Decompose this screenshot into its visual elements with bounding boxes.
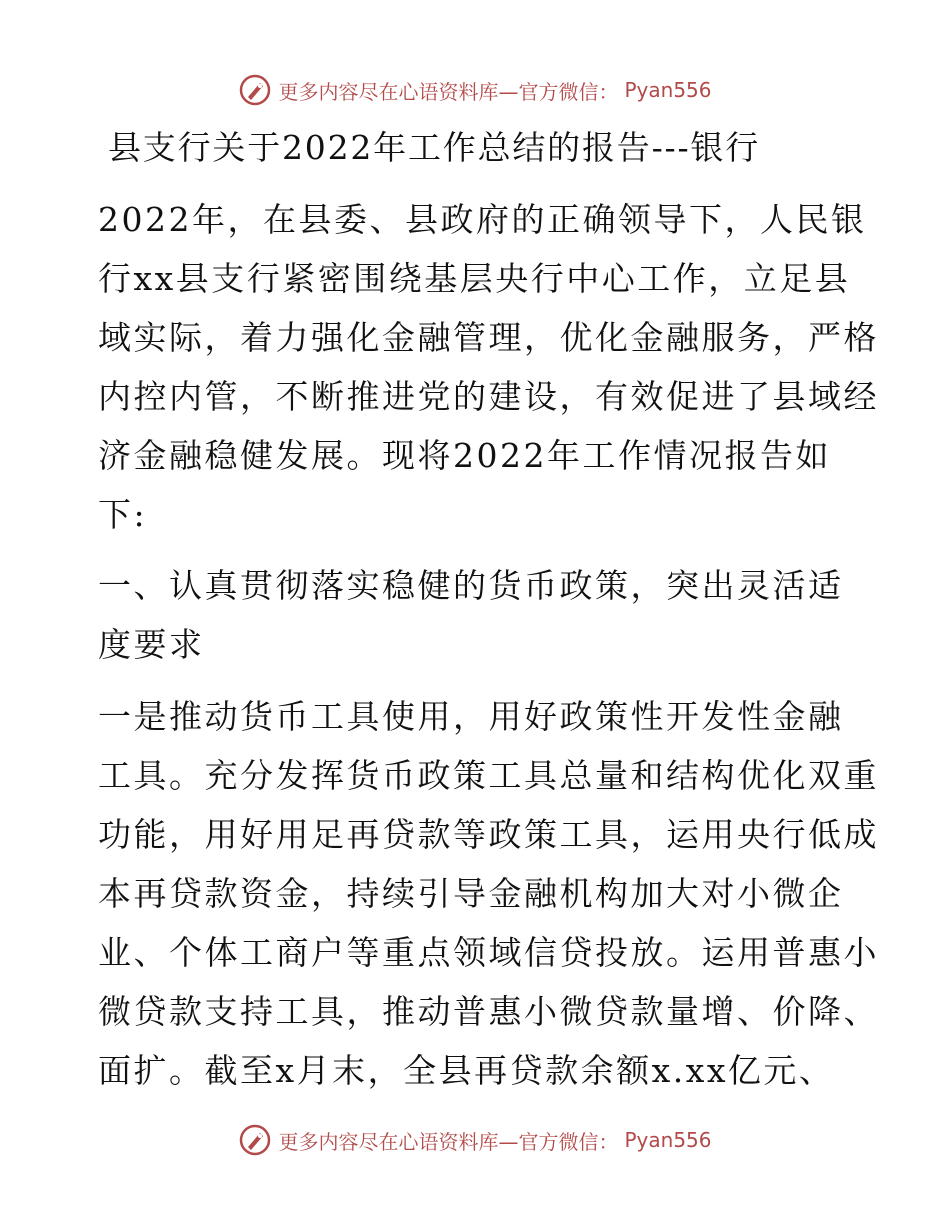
body-line: 功能，用好用足再贷款等政策工具，运用央行低成 <box>98 815 879 854</box>
body-line: 一是推动货币工具使用，用好政策性开发性金融 <box>98 697 844 736</box>
watermark-header <box>0 70 950 110</box>
body-line: 行xx县支行紧密围绕基层央行中心工作，立足县 <box>98 259 851 298</box>
pen-nib-logo-icon <box>238 73 272 107</box>
watermark-text: 更多内容尽在心语资料库—官方微信： <box>278 1129 619 1154</box>
watermark-wechat-id: Pyan556 <box>624 1128 712 1152</box>
watermark-text: 更多内容尽在心语资料库—官方微信： <box>278 79 619 104</box>
body-line: 业、个体工商户等重点领域信贷投放。运用普惠小 <box>98 933 879 972</box>
pen-nib-logo-icon <box>238 1123 272 1157</box>
body-line: 2022年，在县委、县政府的正确领导下，人民银 <box>98 200 867 239</box>
body-line: 域实际，着力强化金融管理，优化金融服务，严格 <box>98 318 879 357</box>
body-line: 济金融稳健发展。现将2022年工作情况报告如 <box>98 436 831 475</box>
document-title: 县支行关于2022年工作总结的报告---银行 <box>108 128 761 167</box>
body-line: 本再贷款资金，持续引导金融机构加大对小微企 <box>98 874 844 913</box>
section-heading: 度要求 <box>98 625 205 664</box>
watermark-wechat-id: Pyan556 <box>624 78 712 102</box>
body-line: 面扩。截至x月末，全县再贷款余额x.xx亿元、 <box>98 1051 835 1090</box>
section-heading: 一、认真贯彻落实稳健的货币政策，突出灵活适 <box>98 566 844 605</box>
watermark-footer <box>0 1120 950 1160</box>
body-line: 内控内管，不断推进党的建设，有效促进了县域经 <box>98 377 879 416</box>
body-line: 工具。充分发挥货币政策工具总量和结构优化双重 <box>98 756 879 795</box>
body-line: 下: <box>98 495 148 534</box>
body-line: 微贷款支持工具，推动普惠小微贷款量增、价降、 <box>98 992 879 1031</box>
